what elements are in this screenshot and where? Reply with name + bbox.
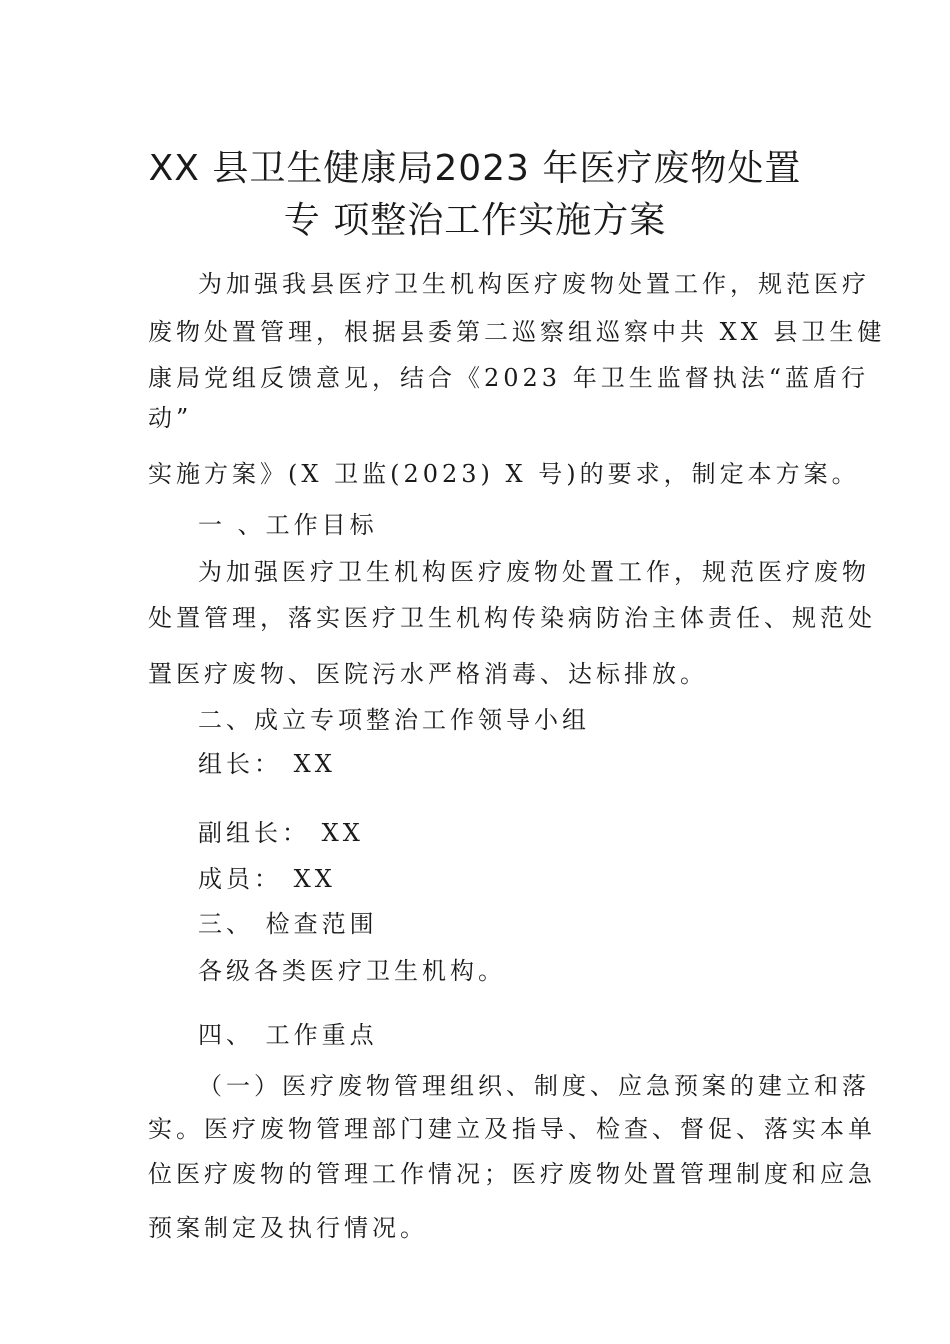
section-2-heading: 二、成立专项整治工作领导小组	[198, 706, 590, 734]
section-3-body: 各级各类医疗卫生机构。	[198, 957, 506, 985]
section-1-line-1: 为加强医疗卫生机构医疗废物处置工作，规范医疗废物	[198, 558, 870, 586]
intro-line-5: 实施方案》(X 卫监(2023) X 号)的要求，制定本方案。	[148, 460, 860, 488]
members-line: 成员： XX	[198, 865, 336, 893]
section-3-heading: 三、 检查范围	[198, 910, 378, 938]
intro-line-3: 康局党组反馈意见，结合《2023 年卫生监督执法“蓝盾行	[148, 364, 869, 392]
leader-line: 组长： XX	[198, 750, 336, 778]
deputy-leader-line: 副组长： XX	[198, 819, 364, 847]
section-4-item-1-line-1: （一）医疗废物管理组织、制度、应急预案的建立和落	[198, 1072, 870, 1100]
intro-line-4: 动”	[148, 404, 193, 432]
intro-line-2: 废物处置管理，根据县委第二巡察组巡察中共 XX 县卫生健	[148, 318, 886, 346]
intro-line-1: 为加强我县医疗卫生机构医疗废物处置工作，规范医疗	[198, 270, 870, 298]
section-4-item-1-line-2: 实。医疗废物管理部门建立及指导、检查、督促、落实本单	[148, 1115, 876, 1143]
section-4-item-1-line-3: 位医疗废物的管理工作情况；医疗废物处置管理制度和应急	[148, 1160, 876, 1188]
document-title-line-1: XX 县卫生健康局2023 年医疗废物处置	[148, 148, 802, 189]
document-title-line-2: 专 项整治工作实施方案	[283, 200, 667, 241]
section-1-line-2: 处置管理，落实医疗卫生机构传染病防治主体责任、规范处	[148, 604, 876, 632]
section-1-heading: 一 、工作目标	[198, 511, 378, 539]
section-4-item-1-line-4: 预案制定及执行情况。	[148, 1214, 428, 1242]
section-1-line-3: 置医疗废物、医院污水严格消毒、达标排放。	[148, 660, 708, 688]
section-4-heading: 四、 工作重点	[198, 1021, 378, 1049]
